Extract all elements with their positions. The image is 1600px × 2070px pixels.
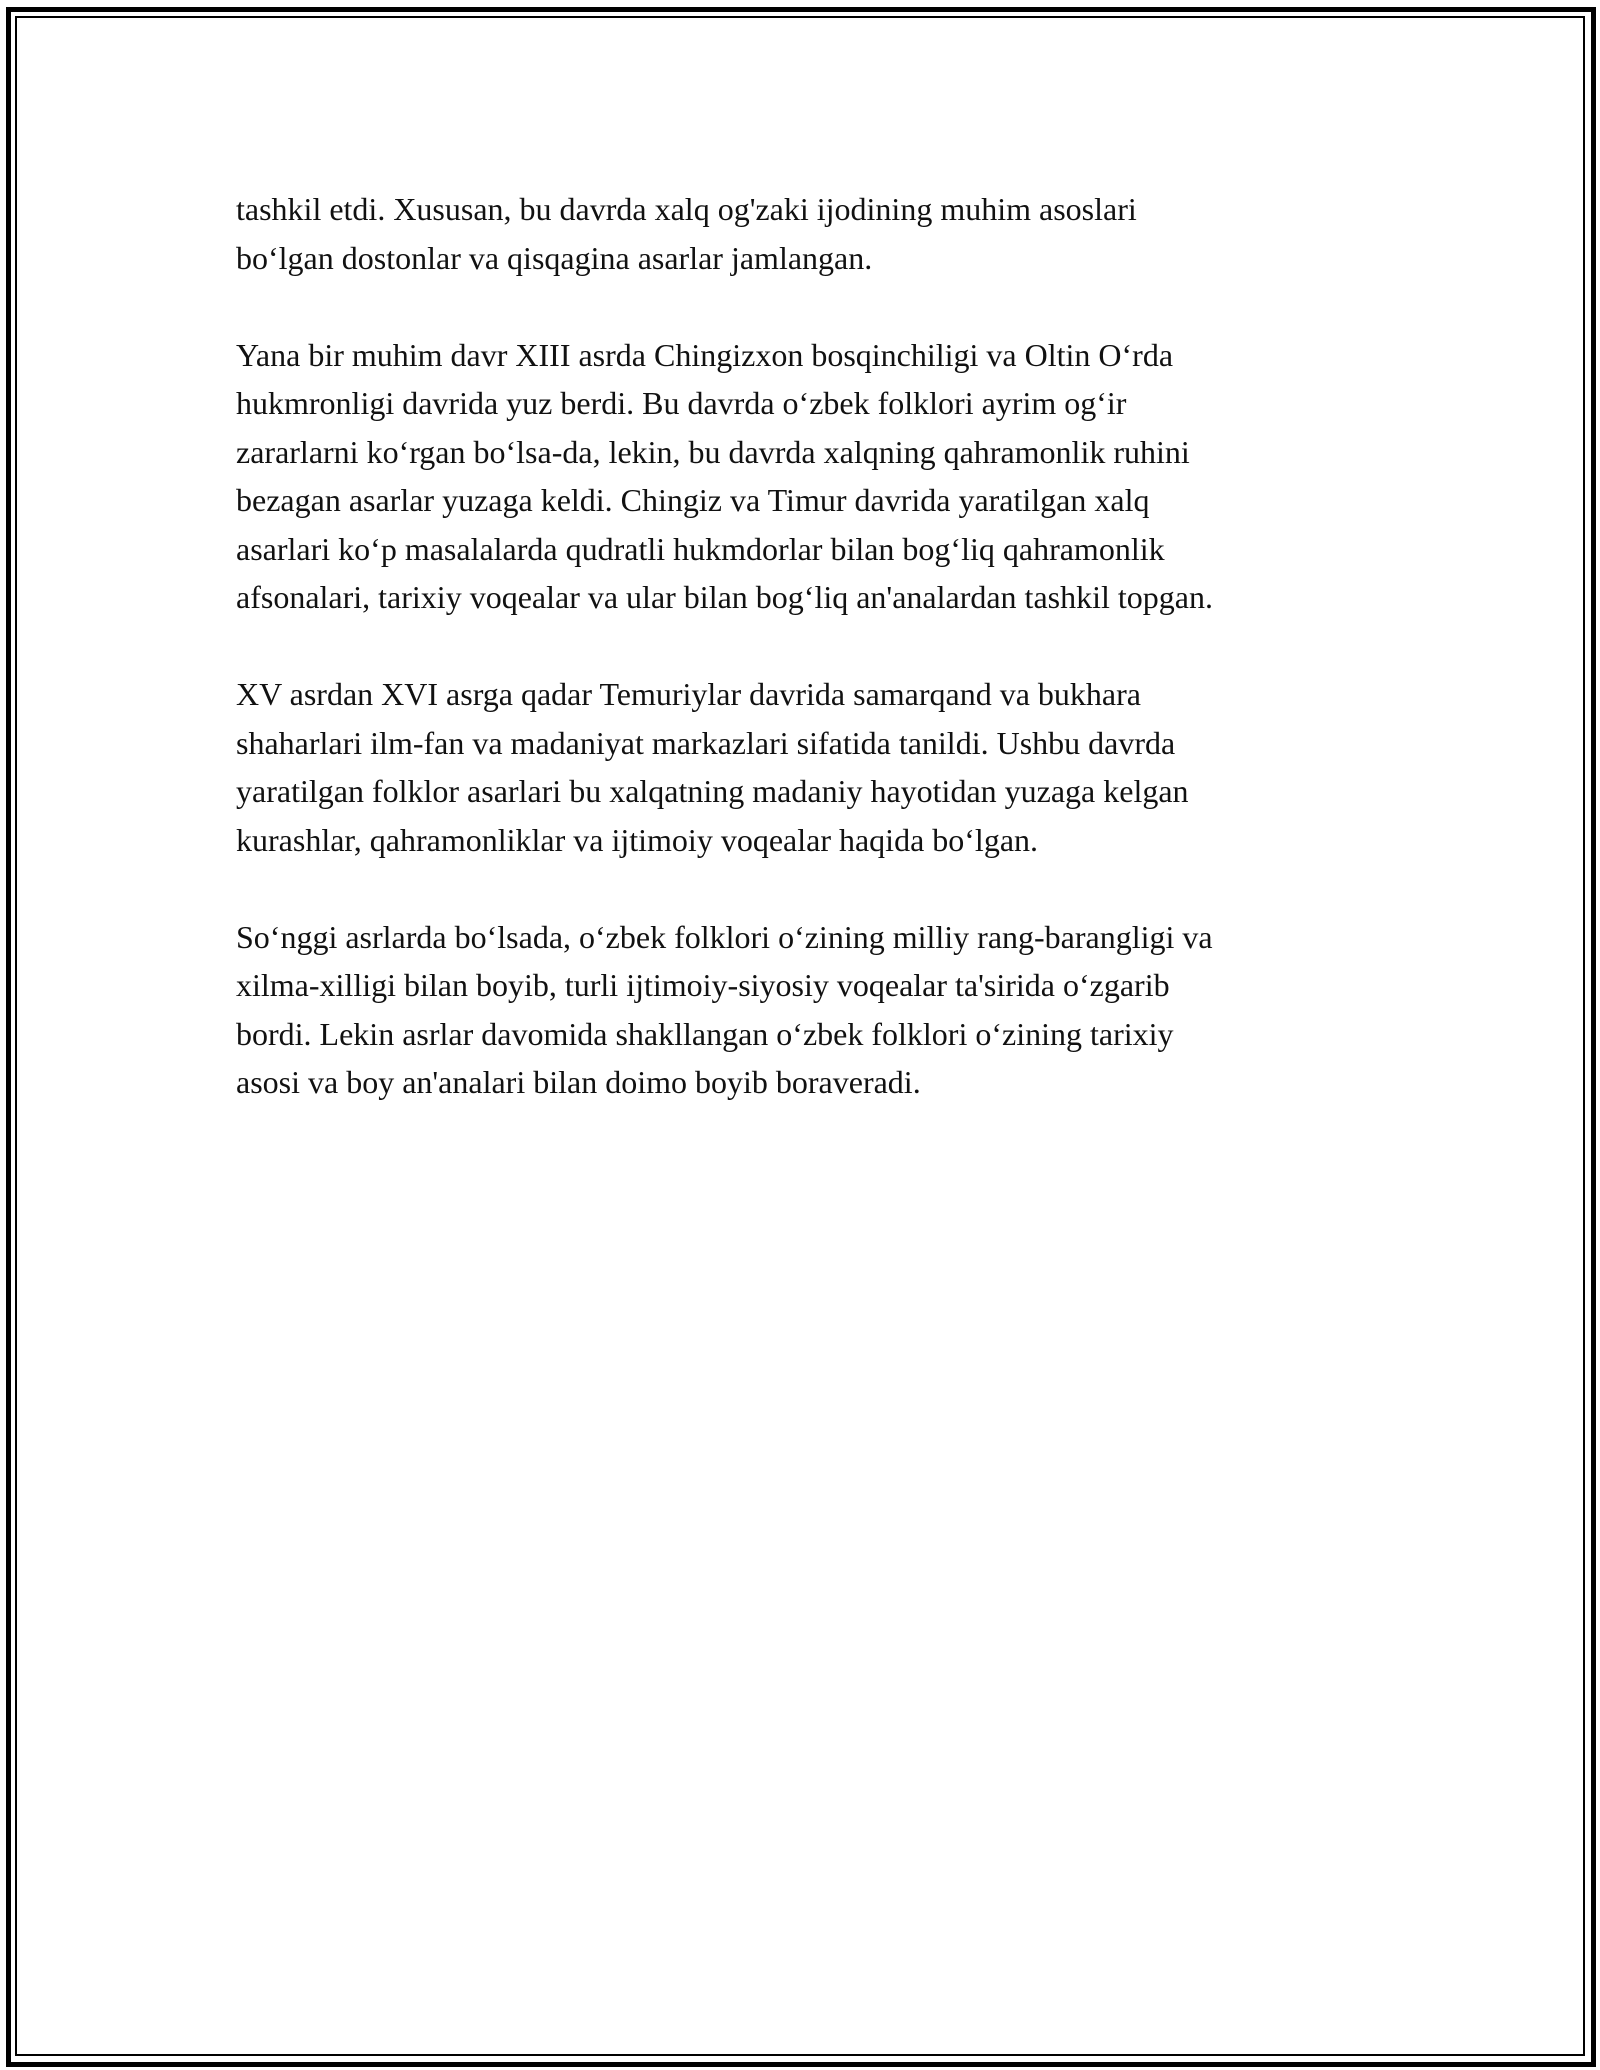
text-line: So‘nggi asrlarda bo‘lsada, o‘zbek folklori o‘zining milliy rang-barangligi va — [236, 918, 1213, 955]
paragraph-4 — [236, 913, 1376, 1107]
text-line: afsonalari, tarixiy voqealar va ular bilan bog‘liq an'analardan tashkil topgan. — [236, 579, 1213, 615]
text-line: kurashlar, qahramonliklar va ijtimoiy voqealar haqida bo‘lgan. — [236, 821, 1039, 858]
paragraph-2 — [236, 331, 1376, 622]
text-line: XV asrdan XVI asrga qadar Temuriylar davrida samarqand va bukhara — [236, 676, 1141, 712]
text-line: bordi. Lekin asrlar davomida shakllangan o‘zbek folklori o‘zining tarixiy — [236, 1015, 1174, 1052]
text-line: hukmronligi davrida yuz berdi. Bu davrda o‘zbek folklori ayrim og‘ir — [236, 385, 1127, 421]
text-line: bezagan asarlar yuzaga keldi. Chingiz va Timur davrida yaratilgan xalq — [236, 482, 1150, 518]
text-line: zararlarni ko‘rgan bo‘lsa-da, lekin, bu davrda xalqning qahramonlik ruhini — [236, 433, 1190, 470]
text-line: xilma-xilligi bilan boyib, turli ijtimoiy-siyosiy voqealar ta'sirida o‘zgarib — [236, 967, 1170, 1003]
text-line: tashkil etdi. Xususan, bu davrda xalq og'zaki ijodining muhim asoslari — [236, 191, 1137, 227]
paragraph-3 — [236, 670, 1376, 864]
text-line: Yana bir muhim davr XIII asrda Chingizxon bosqinchiligi va Oltin O‘rda — [236, 336, 1174, 373]
text-line: shaharlari ilm-fan va madaniyat markazlari sifatida tanildi. Ushbu davrda — [236, 724, 1176, 761]
text-line: bo‘lgan dostonlar va qisqagina asarlar jamlangan. — [236, 239, 873, 276]
text-line: asosi va boy an'analari bilan doimo boyib boraveradi. — [236, 1064, 921, 1100]
text-line: asarlari ko‘p masalalarda qudratli hukmdorlar bilan bog‘liq qahramonlik — [236, 530, 1165, 567]
paragraph-1 — [236, 185, 1376, 282]
text-line: yaratilgan folklor asarlari bu xalqatning madaniy hayotidan yuzaga kelgan — [236, 773, 1189, 809]
document-body — [236, 185, 1376, 1155]
